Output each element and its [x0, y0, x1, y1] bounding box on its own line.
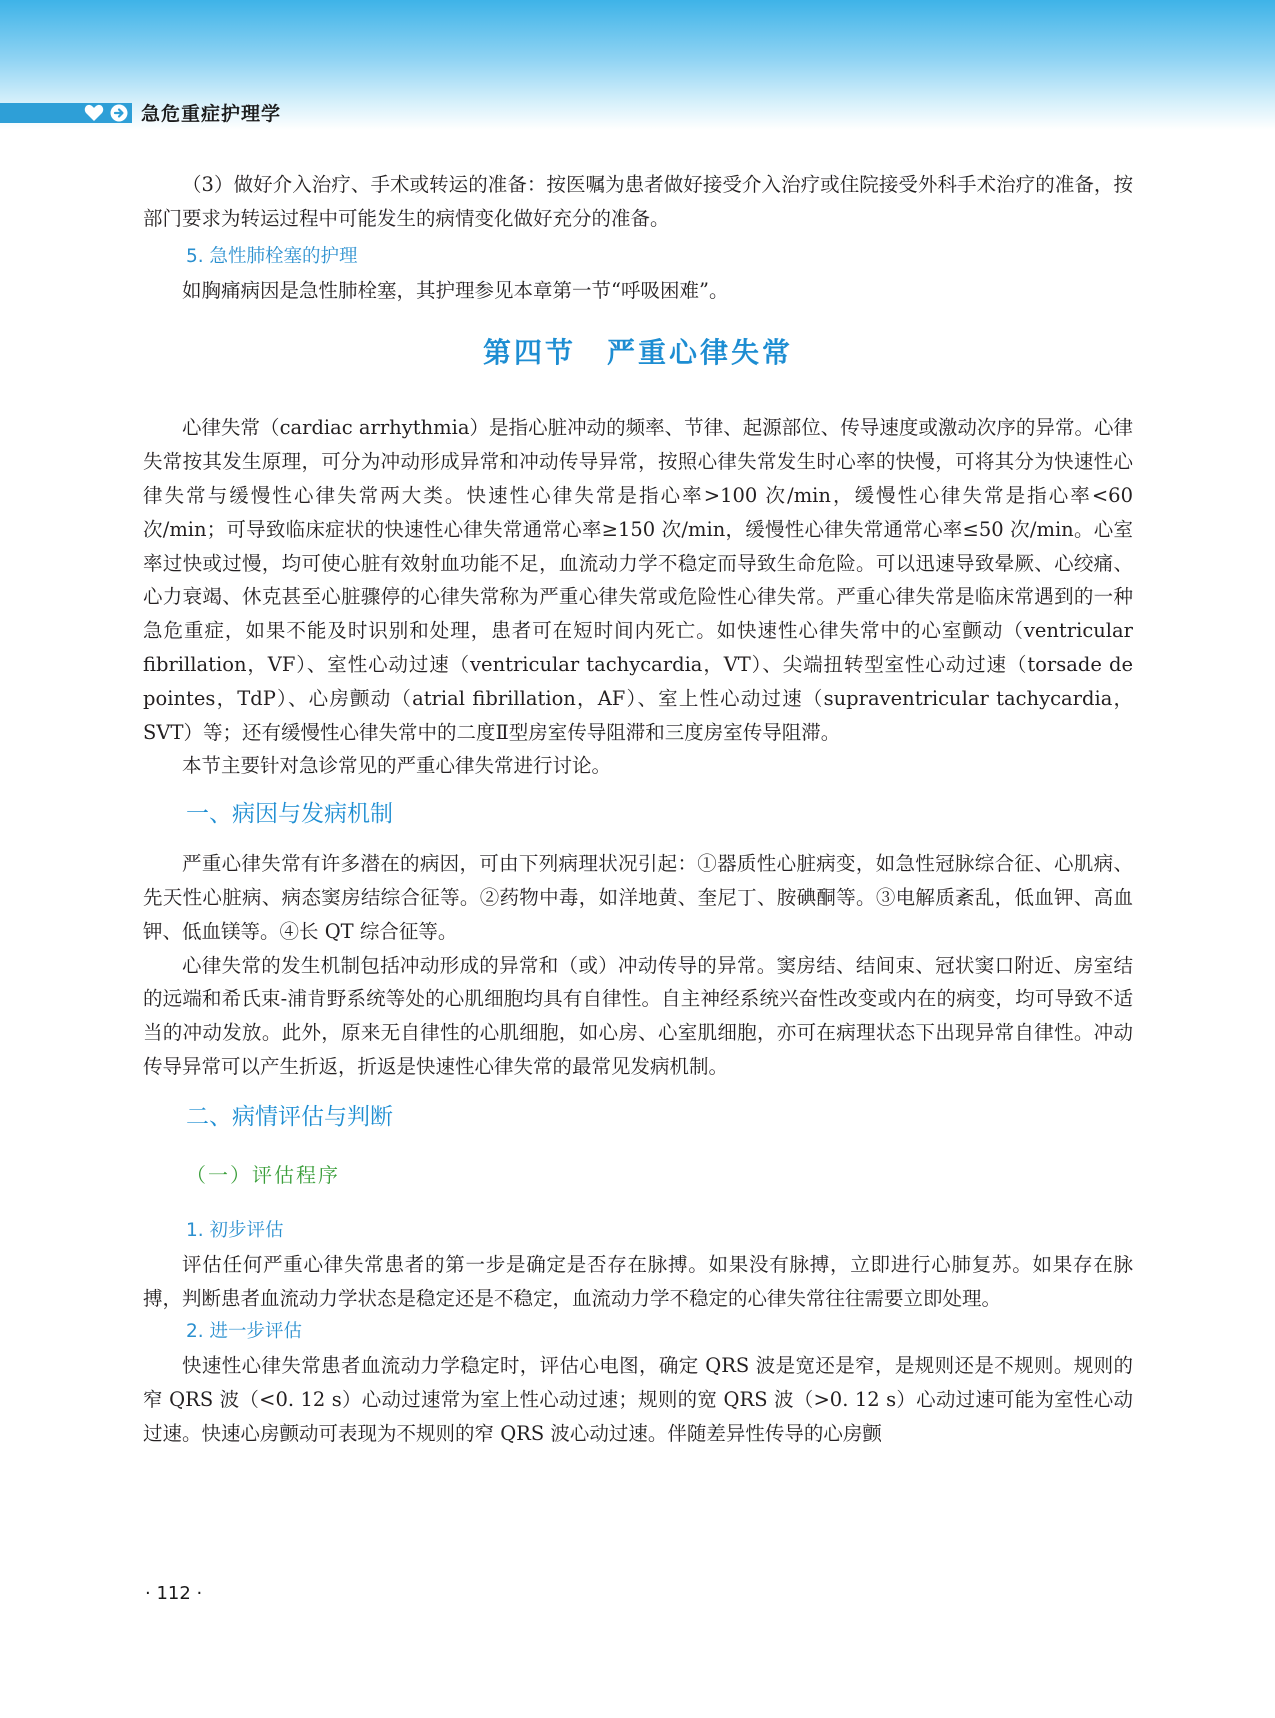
paragraph: 评估任何严重心律失常患者的第一步是确定是否存在脉搏。如果没有脉搏，立即进行心肺复苏。如果存在脉搏，判断患者血流动力学状态是稳定还是不稳定，血流动力学不稳定的心律失常往往需要立即处理。 [143, 1252, 1133, 1310]
paragraph: 快速性心律失常患者血流动力学稳定时，评估心电图，确定 QRS 波是宽还是窄，是规则还是不规则。规则的窄 QRS 波（<0. 12 s）心动过速常为室上性心动过速；规则的宽 QRS 波（>0. 12 s）心动过速可能为室性心动过速。快速心房颤动可表现为不规则的窄 QRS 波心动过速。伴随差异性传导的心房颤 [143, 1354, 1133, 1445]
heading-level-2: 一、病因与发病机制 [186, 801, 393, 828]
heading-level-3: （一）评估程序 [186, 1162, 340, 1187]
paragraph: （3）做好介入治疗、手术或转运的准备：按医嘱为患者做好接受介入治疗或住院接受外科手术治疗的准备，按部门要求为转运过程中可能发生的病情变化做好充分的准备。 [143, 173, 1133, 230]
subheading: 2. 进一步评估 [186, 1321, 303, 1343]
section-title: 第四节 严重心律失常 [482, 336, 793, 370]
paragraph: 如胸痛病因是急性肺栓塞，其护理参见本章第一节“呼吸困难”。 [182, 278, 729, 302]
paragraph: 本节主要针对急诊常见的严重心律失常进行讨论。 [182, 754, 612, 778]
paragraph: 心律失常（cardiac arrhythmia）是指心脏冲动的频率、节律、起源部位、传导速度或激动次序的异常。心律失常按其发生原理，可分为冲动形成异常和冲动传导异常，按照心律失常发生时心率的快慢，可将其分为快速性心律失常与缓慢性心律失常两大类。快速性心律失常是指心率>100 次/min，缓慢性心律失常是指心率<60 次/min；可导致临床症状的快速性心律失常通常心率≥150 次/min，缓慢性心律失常通常心率≤50 次/min。心室率过快或过慢，均可使心脏有效射血功能不足，血流动力学不稳定而导致生命危险。可以迅速导致晕厥、心绞痛、心力衰竭、休克甚至心脏骤停的心律失常称为严重心律失常或危险性心律失常。严重心律失常是临床常遇到的一种急危重症，如果不能及时识别和处理，患者可在短时间内死亡。如快速性心律失常中的心室颤动（ventricular fibrillation，VF）、室性心动过速（ventricular tachycardia，VT）、尖端扭转型室性心动过速（torsade de pointes，TdP）、心房颤动（atrial fibrillation，AF）、室上性心动过速（supraventricular tachycardia，SVT）等；还有缓慢性心律失常中的二度Ⅱ型房室传导阻滞和三度房室传导阻滞。 [143, 416, 1133, 744]
paragraph: 心律失常的发生机制包括冲动形成的异常和（或）冲动传导的异常。窦房结、结间束、冠状窦口附近、房室结的远端和希氏束-浦肯野系统等处的心肌细胞均具有自律性。自主神经系统兴奋性改变或内在的病变，均可导致不适当的冲动发放。此外，原来无自律性的心肌细胞，如心房、心室肌细胞，亦可在病理状态下出现异常自律性。冲动传导异常可以产生折返，折返是快速性心律失常的最常见发病机制。 [143, 953, 1133, 1078]
subheading: 5. 急性肺栓塞的护理 [186, 245, 358, 267]
subheading: 1. 初步评估 [186, 1219, 284, 1241]
paragraph: 严重心律失常有许多潜在的病因，可由下列病理状况引起：①器质性心脏病变，如急性冠脉综合征、心肌病、先天性心脏病、病态窦房结综合征等。②药物中毒，如洋地黄、奎尼丁、胺碘酮等。③电解质紊乱，低血钾、高血钾、低血镁等。④长 QT 综合征等。 [143, 852, 1133, 943]
arrow-right-circle-icon [110, 104, 128, 122]
heading-level-2: 二、病情评估与判断 [186, 1103, 393, 1130]
book-title: 急危重症护理学 [141, 103, 282, 125]
heart-icon [84, 104, 104, 122]
page-content [143, 168, 1133, 1451]
page-number: · 112 · [145, 1583, 203, 1604]
